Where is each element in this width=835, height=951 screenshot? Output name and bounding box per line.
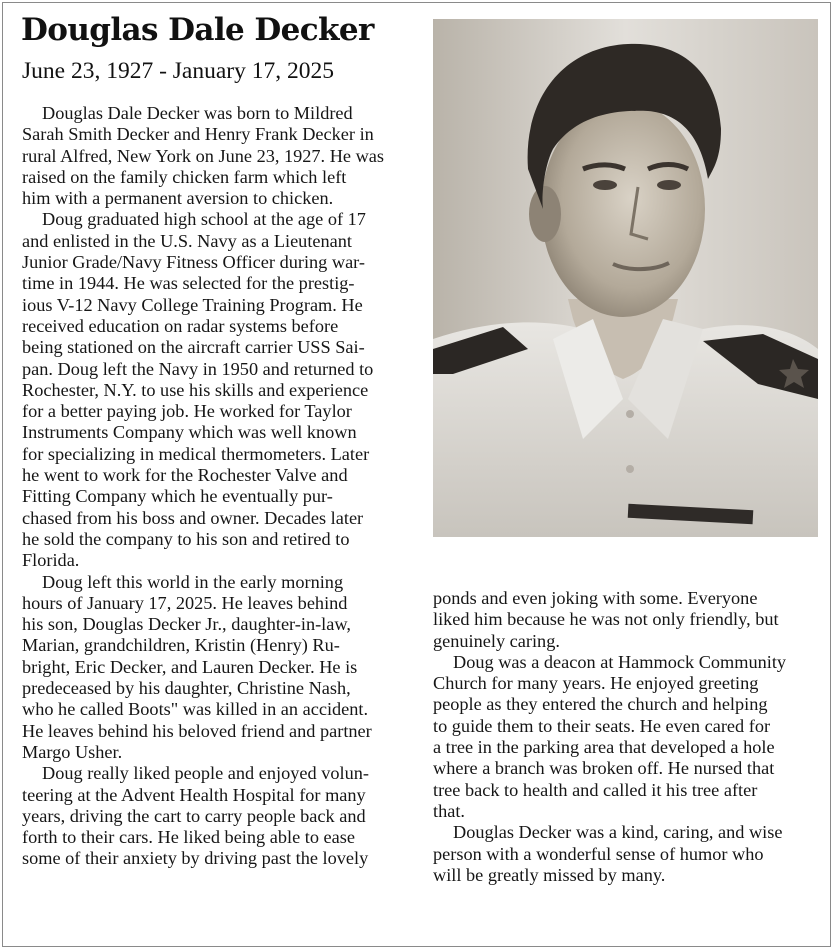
text-line: Florida. <box>22 550 80 571</box>
text-line: Instruments Company which was well known <box>22 422 357 443</box>
text-line: a tree in the parking area that developed a hole <box>433 737 775 758</box>
text-line: Doug left this world in the early morning <box>42 571 344 592</box>
text-line: liked him because he was not only friendly, but <box>433 609 779 630</box>
text-line: ponds and even joking with some. Everyone <box>433 588 758 608</box>
text-line: Doug was a deacon at Hammock Community <box>453 651 787 672</box>
obituary-name-heading: Douglas Dale Decker <box>21 12 374 48</box>
text-column-right <box>433 588 825 886</box>
text-line: hours of January 17, 2025. He leaves behind <box>22 592 348 613</box>
text-line: ious V-12 Navy College Training Program. He <box>22 294 363 315</box>
text-line: people as they entered the church and helping <box>433 694 768 715</box>
text-line: tree back to health and called it his tree after <box>433 779 758 800</box>
text-line: Fitting Company which he eventually pur- <box>22 486 333 507</box>
text-line: raised on the family chicken farm which left <box>22 166 347 187</box>
text-line: Douglas Dale Decker was born to Mildred <box>42 103 353 123</box>
text-line: for a better paying job. He worked for Taylor <box>22 401 352 422</box>
text-line: some of their anxiety by driving past the lovely <box>22 848 369 869</box>
text-line: rural Alfred, New York on June 23, 1927. He was <box>22 145 385 166</box>
text-line: who he called Boots" was killed in an accident. <box>22 699 369 720</box>
text-line: time in 1944. He was selected for the prestig- <box>22 273 355 294</box>
text-line: chased from his boss and owner. Decades later <box>22 507 364 528</box>
text-line: Marian, grandchildren, Kristin (Henry) Ru- <box>22 635 340 656</box>
text-line: person with a wonderful sense of humor who <box>433 843 764 864</box>
text-line: Douglas Decker was a kind, caring, and wise <box>453 822 783 843</box>
text-line: him with a permanent aversion to chicken. <box>22 188 334 209</box>
text-line: Rochester, N.Y. to use his skills and experience <box>22 379 369 400</box>
text-line: forth to their cars. He liked being able to ease <box>22 827 355 848</box>
text-line: where a branch was broken off. He nursed that <box>433 758 775 779</box>
text-column-left <box>22 103 414 870</box>
text-line: to guide them to their seats. He even cared for <box>433 715 771 736</box>
portrait-photo <box>433 19 818 537</box>
text-line: predeceased by his daughter, Christine Nash, <box>22 678 351 699</box>
text-line: his son, Douglas Decker Jr., daughter-in-law, <box>22 614 351 635</box>
text-line: He leaves behind his beloved friend and partner <box>22 720 372 741</box>
text-line: Junior Grade/Navy Fitness Officer during war- <box>22 252 365 273</box>
text-line: being stationed on the aircraft carrier USS Sai- <box>22 337 365 358</box>
text-line: that. <box>433 800 465 821</box>
text-line: Margo Usher. <box>22 741 123 762</box>
obituary-dates: June 23, 1927 - January 17, 2025 <box>22 58 334 84</box>
text-line: Doug graduated high school at the age of 17 <box>42 209 366 230</box>
text-line: genuinely caring. <box>433 630 560 651</box>
text-line: he sold the company to his son and retired to <box>22 528 350 549</box>
text-line: Sarah Smith Decker and Henry Frank Decker in <box>22 124 374 145</box>
text-line: and enlisted in the U.S. Navy as a Lieutenant <box>22 230 352 251</box>
text-line: years, driving the cart to carry people back and <box>22 805 366 826</box>
text-line: bright, Eric Decker, and Lauren Decker. He is <box>22 656 358 677</box>
text-line: Doug really liked people and enjoyed volun- <box>42 763 369 784</box>
text-line: Church for many years. He enjoyed greeting <box>433 673 759 694</box>
text-line: teering at the Advent Health Hospital for many <box>22 784 366 805</box>
text-line: will be greatly missed by many. <box>433 864 666 885</box>
text-line: received education on radar systems before <box>22 315 339 336</box>
text-line: he went to work for the Rochester Valve and <box>22 465 348 486</box>
text-line: pan. Doug left the Navy in 1950 and returned to <box>22 358 374 379</box>
text-line: for specializing in medical thermometers. Later <box>22 443 370 464</box>
